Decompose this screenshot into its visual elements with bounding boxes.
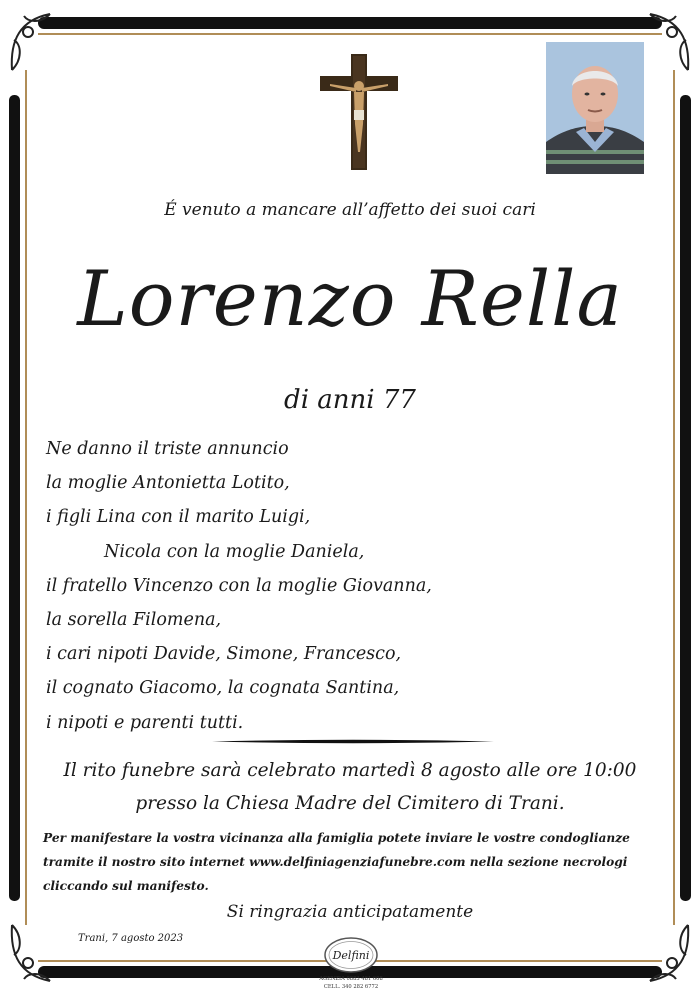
age-text: di anni 77: [284, 385, 416, 415]
family-announcement: [46, 432, 566, 740]
place-date: Trani, 7 agosto 2023: [78, 933, 184, 944]
deceased-name: Lorenzo Rella: [77, 254, 623, 343]
agency-logo: [311, 935, 391, 991]
funeral-info-line-1: Il rito funebre sarà celebrato martedì 8 agosto alle ore 10:00: [63, 760, 637, 781]
intro-text: É venuto a mancare all’affetto dei suoi cari: [164, 200, 536, 220]
condolence-line: Per manifestare la vostra vicinanza alla famiglia potete inviare le vostre condoglianze: [43, 831, 630, 845]
condolence-line: cliccando sul manifesto.: [43, 879, 209, 893]
family-line: Ne danno il triste annuncio: [46, 439, 289, 459]
family-line: i figli Lina con il marito Luigi,: [46, 507, 311, 528]
family-line: il cognato Giacomo, la cognata Santina,: [46, 678, 400, 699]
family-line: la sorella Filomena,: [46, 609, 222, 630]
logo-cell-phone: CELL. 340 282 6772: [323, 984, 379, 990]
family-line: la moglie Antonietta Lotito,: [46, 473, 290, 494]
logo-agency-phone: AGENZIA 0883 481 608: [319, 976, 383, 982]
thanks-text: Si ringrazia anticipatamente: [226, 902, 474, 922]
separator-line: [212, 739, 494, 744]
family-line: i nipoti e parenti tutti.: [46, 712, 244, 733]
portrait-photo: [546, 42, 644, 174]
family-line: i cari nipoti Davide, Simone, Francesco,: [46, 644, 402, 665]
condolence-note: [43, 826, 683, 898]
family-line: il fratello Vincenzo con la moglie Giovanna,: [46, 575, 432, 596]
funeral-info-line-2: presso la Chiesa Madre del Cimitero di Trani.: [135, 793, 565, 814]
logo-brand: Delfini: [332, 949, 370, 962]
family-line: Nicola con la moglie Daniela,: [104, 541, 365, 562]
crucifix-icon: [318, 52, 400, 172]
condolence-line: tramite il nostro sito internet www.delfiniagenziafunebre.com nella sezione necrologi: [43, 855, 628, 869]
